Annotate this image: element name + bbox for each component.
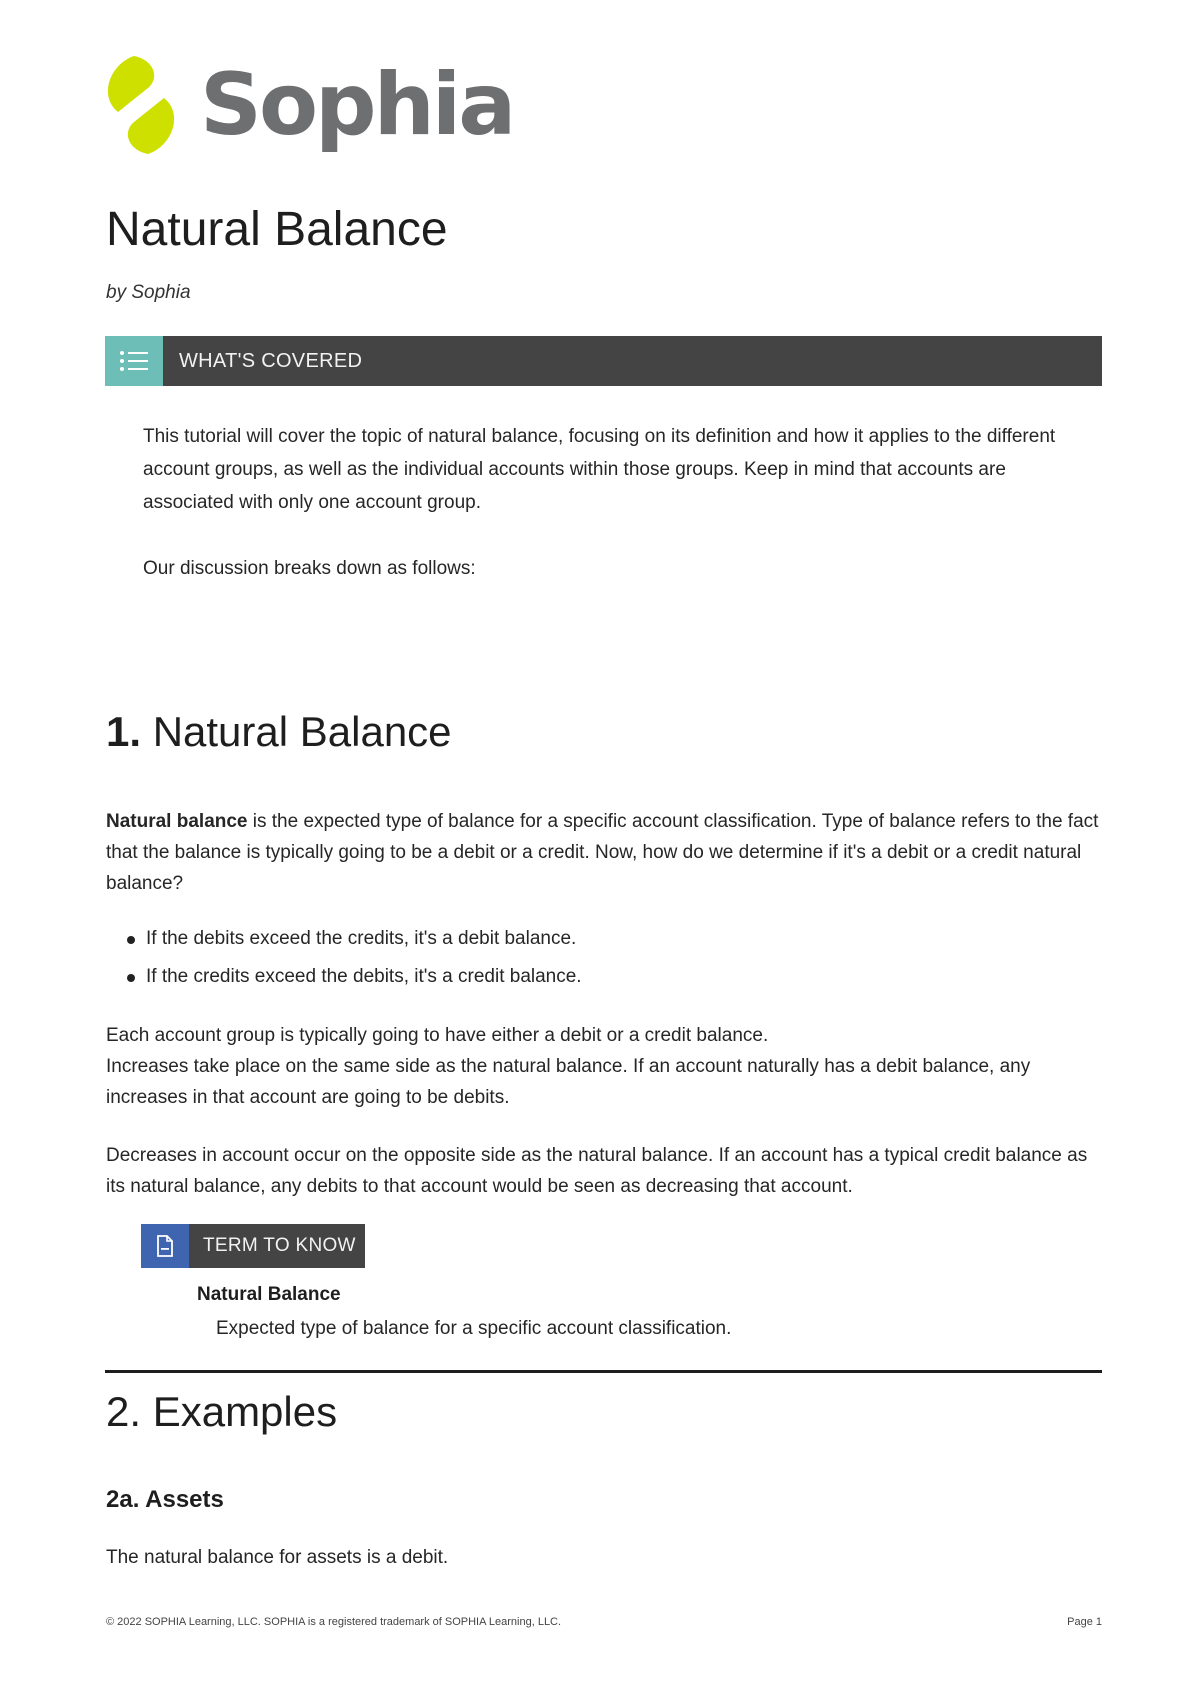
section-number: 1. <box>106 708 142 755</box>
section-heading-examples <box>106 1388 337 1436</box>
sophia-logo <box>104 54 513 156</box>
page-title: Natural Balance <box>106 203 448 256</box>
section-divider <box>105 1370 1102 1373</box>
whats-covered-body <box>143 420 1073 618</box>
sub-heading-assets: 2a. Assets <box>106 1486 224 1513</box>
increases-line: Increases take place on the same side as the natural balance. If an account naturally has a debit balance, any increases in that account are going to be debits. <box>106 1056 1031 1108</box>
groups-line: Each account group is typically going to have either a debit or a credit balance. <box>106 1025 769 1046</box>
sophia-leaf-icon <box>104 54 178 156</box>
list-icon <box>105 336 163 386</box>
covered-paragraph: This tutorial will cover the topic of natural balance, focusing on its definition and how it applies to the different account groups, as well as the individual accounts within those groups. Keep in mind that accounts are associated with only one account group. <box>143 426 1056 513</box>
intro-text: is the expected type of balance for a specific account classification. Type of balance refers to the fact that the balance is typically going to be a debit or a credit. Now, how do we determine if it's a debit or a credit natural balance? <box>106 811 1099 894</box>
term-to-know-banner <box>141 1224 365 1268</box>
term-definition: Expected type of balance for a specific account classification. <box>216 1318 732 1339</box>
assets-paragraph <box>106 1542 1102 1573</box>
intro-term: Natural balance <box>106 811 248 832</box>
decreases-line: Decreases in account occur on the opposite side as the natural balance. If an account has a typical credit balance as its natural balance, any debits to that account would be seen as decreasing that account. <box>106 1145 1088 1197</box>
byline: by Sophia <box>106 282 191 303</box>
intro-paragraph <box>106 806 1102 899</box>
page-number: Page 1 <box>1067 1616 1102 1628</box>
section-title: Examples <box>152 1388 338 1435</box>
document-icon <box>141 1224 189 1268</box>
term-to-know-label: TERM TO KNOW <box>203 1235 356 1256</box>
decreases-paragraph <box>106 1140 1102 1202</box>
balance-rules-list <box>124 925 582 1001</box>
list-item: If the debits exceed the credits, it's a debit balance. <box>124 925 582 963</box>
whats-covered-banner <box>105 336 1102 386</box>
section-title: Natural Balance <box>152 708 452 755</box>
term-word: Natural Balance <box>197 1284 341 1305</box>
footer-copyright: © 2022 SOPHIA Learning, LLC. SOPHIA is a registered trademark of SOPHIA Learning, LLC. <box>106 1616 562 1628</box>
whats-covered-label: WHAT'S COVERED <box>179 349 363 372</box>
list-item: If the credits exceed the debits, it's a credit balance. <box>124 963 582 1001</box>
section-heading-natural-balance <box>106 708 452 756</box>
logo-wordmark: Sophia <box>200 55 514 155</box>
assets-text: The natural balance for assets is a debit. <box>106 1547 449 1568</box>
covered-paragraph: Our discussion breaks down as follows: <box>143 558 476 579</box>
increases-paragraph <box>106 1020 1102 1113</box>
section-number: 2. <box>106 1388 142 1435</box>
